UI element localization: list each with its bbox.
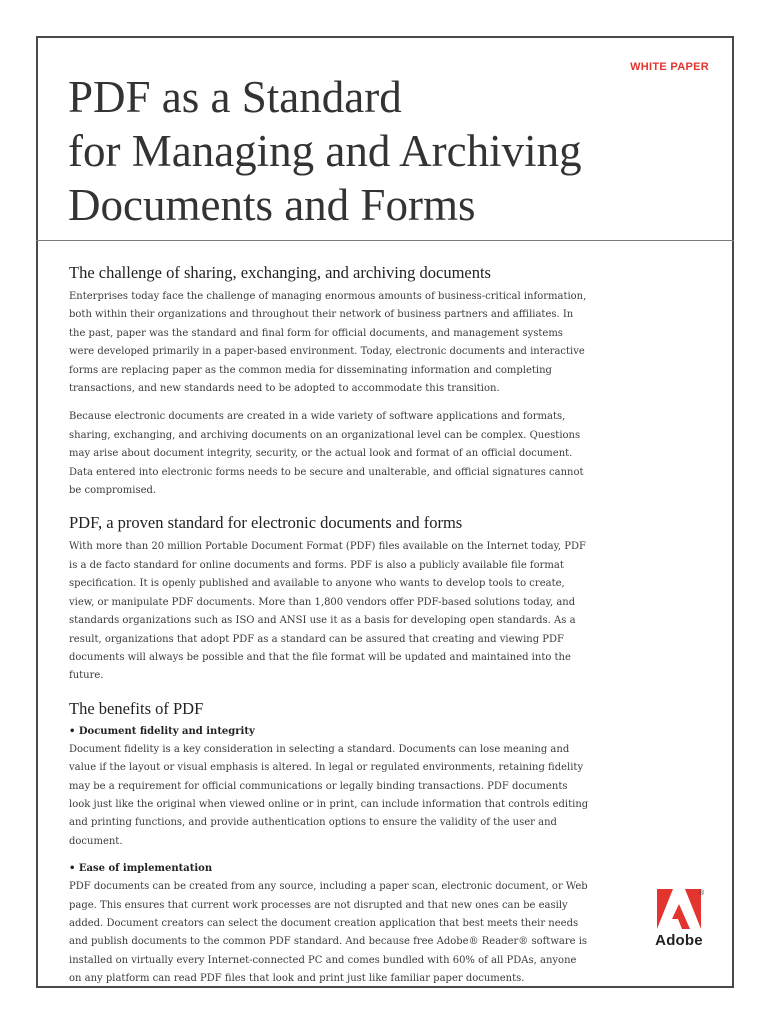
- document-type-badge: WHITE PAPER: [630, 61, 709, 73]
- title-line-1: PDF as a Standard: [68, 72, 402, 122]
- adobe-logo-icon: [657, 889, 701, 929]
- document-body: [69, 263, 589, 1002]
- adobe-logo: [653, 889, 705, 949]
- section-challenge: [69, 263, 589, 500]
- section-heading: The challenge of sharing, exchanging, and archiving documents: [69, 263, 491, 282]
- paragraph: Because electronic documents are created in a wide variety of software applications and formats, sharing, exchanging, and archiving documents on an organizational level can be complex. Questions may arise about document integrity, security, or the actual look and format of an official document. Data entered into electronic forms needs to be secure and unalterable, and official signatures cannot be compromised.: [69, 411, 584, 497]
- registered-mark: ®: [698, 889, 705, 897]
- header-divider: [36, 240, 734, 241]
- title-line-2: for Managing and Archiving: [68, 126, 582, 176]
- section-heading: PDF, a proven standard for electronic documents and forms: [69, 513, 463, 533]
- subheading-fidelity: • Document fidelity and integrity: [69, 725, 255, 737]
- logo-wordmark: Adobe: [655, 932, 703, 949]
- paragraph: Document fidelity is a key consideration in selecting a standard. Documents can lose meaning and value if the layout or visual emphasis is altered. In legal or regulated environments, retaining fidelity may be a requirement for official communications or legally binding transactions. PDF documents look just like the original when viewed online or in print, can include information that controls editing and printing functions, and provide authentication options to ensure the validity of the user and document.: [69, 743, 589, 847]
- page-title: [68, 70, 582, 232]
- section-heading: The benefits of PDF: [69, 698, 204, 718]
- paragraph: Enterprises today face the challenge of managing enormous amounts of business-critical information, both within their organizations and throughout their network of business partners and affiliates. In the past, paper was the standard and final form for official documents, and management systems were developed primarily in a paper-based environment. Today, electronic documents and interactive forms are replacing paper as the common media for disseminating information and completing transactions, and new standards need to be adopted to accommodate this transition.: [69, 291, 587, 395]
- paragraph: With more than 20 million Portable Document Format (PDF) files available on the Internet today, PDF is a de facto standard for online documents and forms. PDF is also a publicly available file format specification. It is openly published and available to anyone who wants to develop tools to create, view, or manipulate PDF documents. More than 1,800 vendors offer PDF-based solutions today, and standards organizations such as ISO and ANSI use it as a basis for developing open standards. As a result, organizations that adopt PDF as a standard can be assured that creating and viewing PDF documents will always be possible and that the file format will be updated and maintained into the future.: [69, 541, 586, 682]
- subheading-implementation: • Ease of implementation: [69, 863, 213, 875]
- section-proven-standard: [69, 513, 589, 685]
- title-line-3: Documents and Forms: [68, 180, 476, 230]
- paragraph: PDF documents can be created from any source, including a paper scan, electronic document, or Web page. This ensures that current work processes are not disrupted and that new ones can be easily added. Document creators can select the document creation application that best meets their needs and publish documents to the common PDF standard. And because free Adobe® Reader® software is installed on virtually every Internet-connected PC and comes bundled with 60% of all PDAs, anyone on any platform can read PDF files that look and print just like familiar paper documents.: [69, 881, 588, 985]
- section-benefits: [69, 699, 589, 989]
